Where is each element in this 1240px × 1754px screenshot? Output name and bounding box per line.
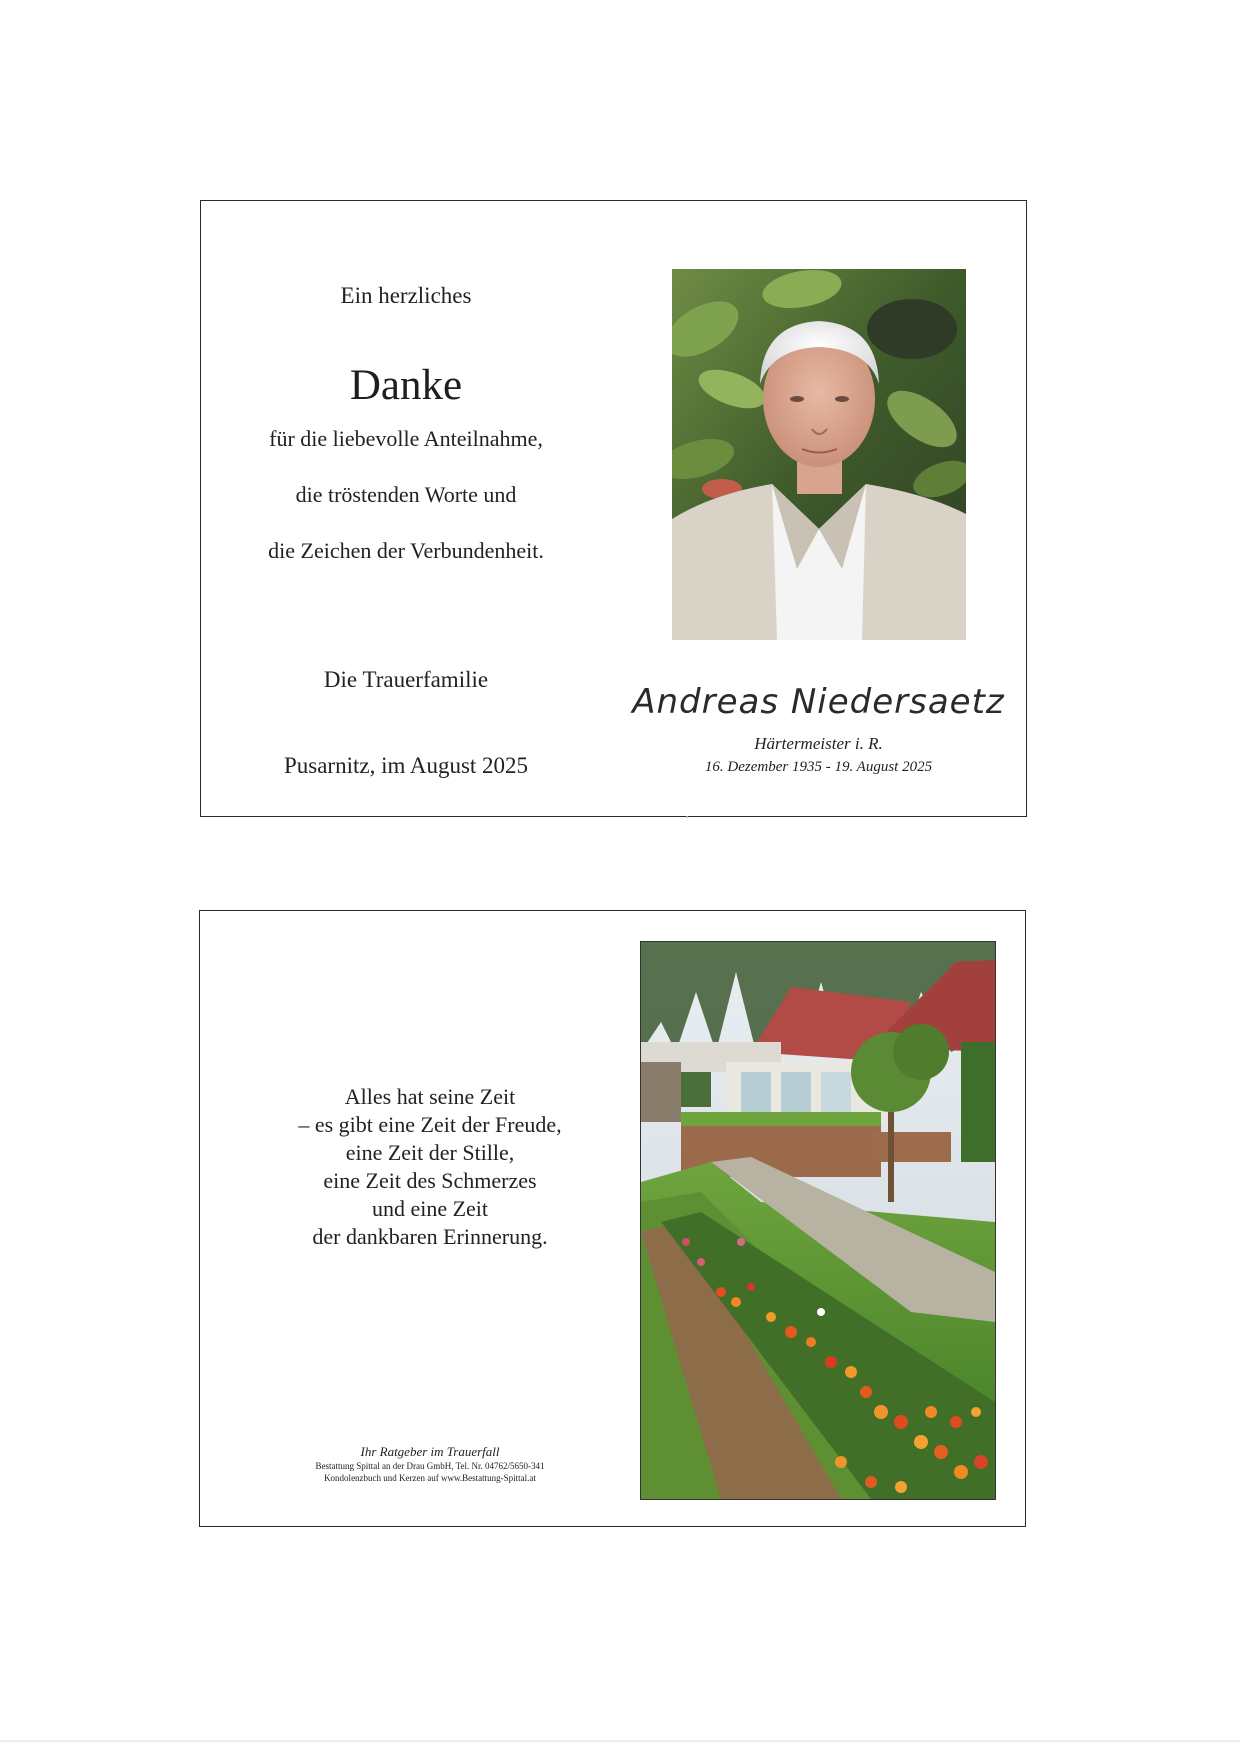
thanks-line: für die liebevolle Anteilnahme, xyxy=(269,426,543,451)
intro-text: Ein herzliches xyxy=(340,283,472,308)
imprint-head: Ihr Ratgeber im Trauerfall xyxy=(360,1444,500,1459)
garden-illustration xyxy=(641,942,995,1499)
deceased-title: Härtermeister i. R. xyxy=(754,734,883,753)
poem xyxy=(230,1083,630,1251)
imprint-line: Kondolenzbuch und Kerzen auf www.Bestattung-Spittal.at xyxy=(324,1473,536,1483)
poem-line: der dankbaren Erinnerung. xyxy=(312,1224,548,1249)
poem-line: und eine Zeit xyxy=(371,1196,489,1221)
poem-line: eine Zeit der Stille, xyxy=(345,1140,515,1165)
poem-line: Alles hat seine Zeit xyxy=(344,1084,516,1109)
thank-you-card-back xyxy=(199,910,1026,1527)
poem-line: eine Zeit des Schmerzes xyxy=(323,1168,537,1193)
speck xyxy=(686,816,688,818)
funeral-home-imprint xyxy=(230,1446,630,1484)
thanks-line: die Zeichen der Verbundenheit. xyxy=(268,538,544,563)
deceased-name: Andreas Niedersaetz xyxy=(632,682,1005,722)
signature: Die Trauerfamilie xyxy=(323,667,489,692)
imprint-line: Bestattung Spittal an der Drau GmbH, Tel. Nr. 04762/5650-341 xyxy=(315,1461,545,1471)
portrait-photo xyxy=(672,269,966,640)
portrait-illustration xyxy=(672,269,966,640)
thanks-line: die tröstenden Worte und xyxy=(295,482,517,507)
scan-edge xyxy=(0,1740,1240,1742)
poem-line: – es gibt eine Zeit der Freude, xyxy=(298,1112,562,1137)
life-dates: 16. Dezember 1935 - 19. August 2025 xyxy=(704,759,933,775)
headline: Danke xyxy=(349,362,463,409)
thank-you-card-front xyxy=(200,200,1027,817)
place-date: Pusarnitz, im August 2025 xyxy=(283,753,529,778)
garden-photo xyxy=(640,941,996,1500)
